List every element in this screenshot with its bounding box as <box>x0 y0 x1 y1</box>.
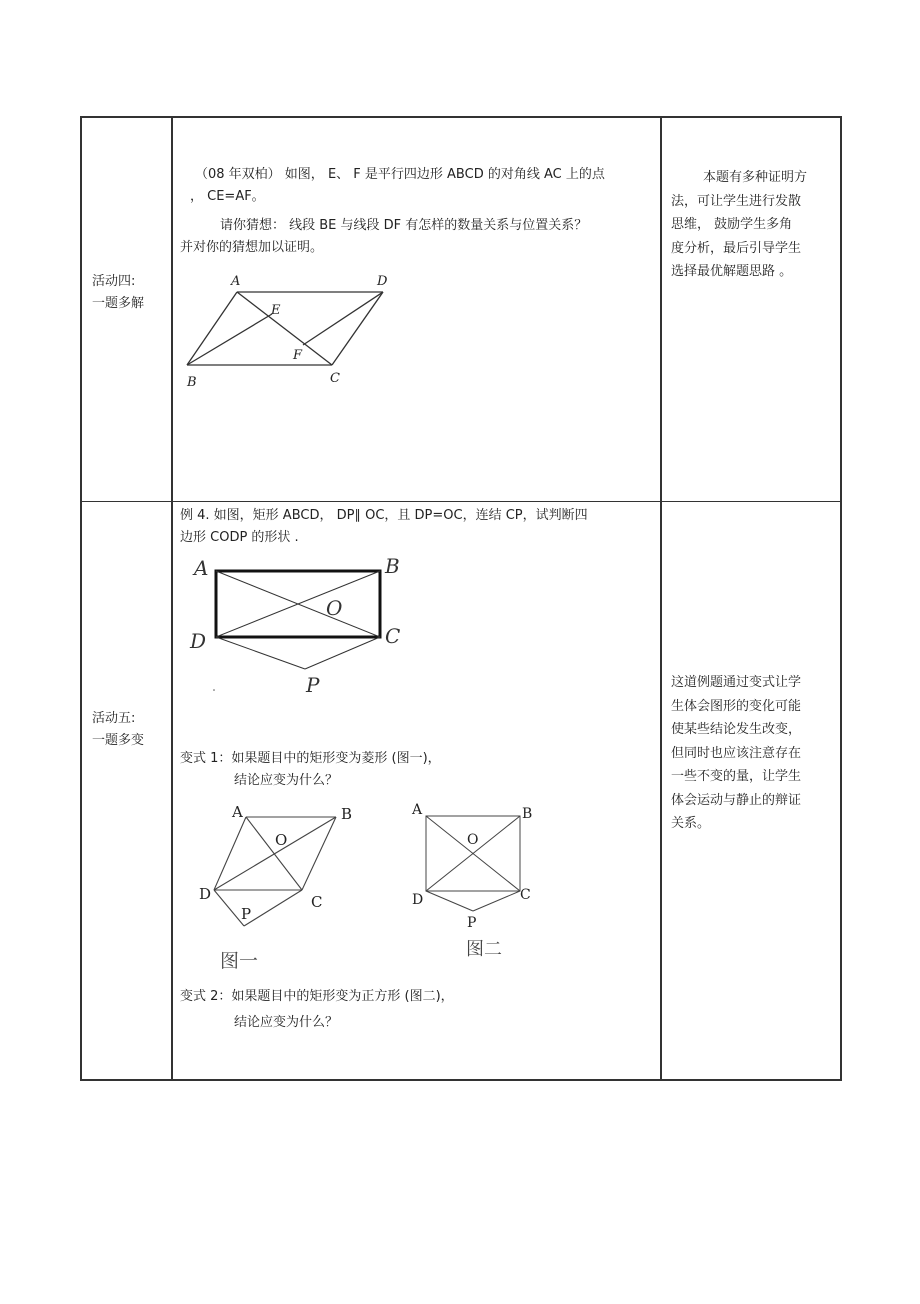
row2-note-line3: 使某些结论发生改变， <box>671 722 802 737</box>
row2-note-line1: 这道例题通过变式让学 <box>671 675 802 690</box>
row2-note <box>671 671 801 836</box>
row1-note-line3: 思维， 鼓励学生多角 <box>671 217 793 232</box>
rect-label-C: C <box>385 624 401 648</box>
row2-label <box>92 708 144 752</box>
fig-label-D: D <box>377 274 388 289</box>
table-border-bottom <box>80 1079 842 1081</box>
rect-label-P: P <box>306 673 320 697</box>
fig-label-F: F <box>293 348 303 363</box>
rect-label-B: B <box>385 555 400 578</box>
fig1-label-C: C <box>311 893 323 911</box>
fig-label-E: E <box>271 303 281 318</box>
row2-note-line2: 生体会图形的变化可能 <box>671 698 802 714</box>
row1-note-line2: 法，可让学生进行发散 <box>671 193 802 209</box>
fig1-label-O: O <box>275 831 288 849</box>
row2-note-line5: 一些不变的量，让学生 <box>671 769 802 784</box>
table-border-col2 <box>660 116 662 1081</box>
rect-label-O: O <box>326 596 343 620</box>
problem-line2: ， CE=AF。 <box>190 189 265 204</box>
question-line1: 请你猜想： 线段 BE 与线段 DF 有怎样的数量关系与位置关系？ <box>220 218 588 233</box>
problem-line1: （08 年双柏） 如图， E、 F 是平行四边形 ABCD 的对角线 AC 上的点 <box>195 167 605 182</box>
rectangle-figure <box>185 555 415 700</box>
fig2-label-C: C <box>520 887 531 903</box>
fig2-label-O: O <box>467 832 479 848</box>
row2-note-line6: 体会运动与静止的辩证 <box>671 792 802 808</box>
rect-label-A: A <box>194 556 209 580</box>
variant2-line2: 结论应变为什么？ <box>234 1015 339 1030</box>
fig1-caption: 图一 <box>220 950 259 972</box>
row1-note-line1: 本题有多种证明方 <box>703 170 808 185</box>
fig-label-C: C <box>330 371 340 386</box>
square-figure <box>405 795 550 970</box>
question-line2: 并对你的猜想加以证明。 <box>180 240 324 255</box>
rhombus-figure <box>190 795 370 975</box>
row2-note-line7: 关系。 <box>671 816 711 831</box>
fig2-caption: 图二 <box>466 939 502 960</box>
row1-note <box>671 166 807 284</box>
rect-label-D: D <box>190 629 207 653</box>
table-border-col1 <box>171 116 173 1081</box>
fig2-label-P: P <box>467 915 477 931</box>
row1-label <box>92 271 144 315</box>
table-border-top <box>80 116 842 118</box>
row1-label-line1: 活动四: <box>92 274 136 289</box>
variant1-line1: 变式 1：如果题目中的矩形变为菱形 (图一)， <box>180 751 441 766</box>
table-border-middle <box>80 501 842 502</box>
row2-note-line4: 但同时也应该注意存在 <box>671 745 802 761</box>
fig-label-A: A <box>231 274 241 289</box>
fig2-label-D: D <box>412 892 424 908</box>
variant2-line1: 变式 2：如果题目中的矩形变为正方形 (图二)， <box>180 989 454 1004</box>
row2-label-line1: 活动五: <box>92 711 136 726</box>
row1-note-line4: 度分析，最后引导学生 <box>671 240 802 256</box>
table-border-left <box>80 116 82 1081</box>
fig1-label-A: A <box>232 803 243 821</box>
fig2-label-B: B <box>522 806 533 822</box>
fig1-label-B: B <box>341 805 353 823</box>
table-border-right <box>840 116 842 1081</box>
row2-label-line2: 一题多变 <box>92 733 145 748</box>
row1-note-line5: 选择最优解题思路 。 <box>671 264 793 279</box>
fig1-label-P: P <box>241 905 252 923</box>
example-line2: 边形 CODP 的形状 . <box>180 530 299 545</box>
row1-label-line2: 一题多解 <box>92 296 145 311</box>
fig1-label-D: D <box>199 885 212 903</box>
variant1-line2: 结论应变为什么？ <box>234 773 339 788</box>
example-line1: 例 4. 如图，矩形 ABCD， DP∥ OC，且 DP=OC，连结 CP，试判断四 <box>180 508 588 523</box>
fig2-label-A: A <box>412 802 423 818</box>
fig-label-B: B <box>187 375 197 390</box>
parallelogram-figure <box>175 268 405 398</box>
